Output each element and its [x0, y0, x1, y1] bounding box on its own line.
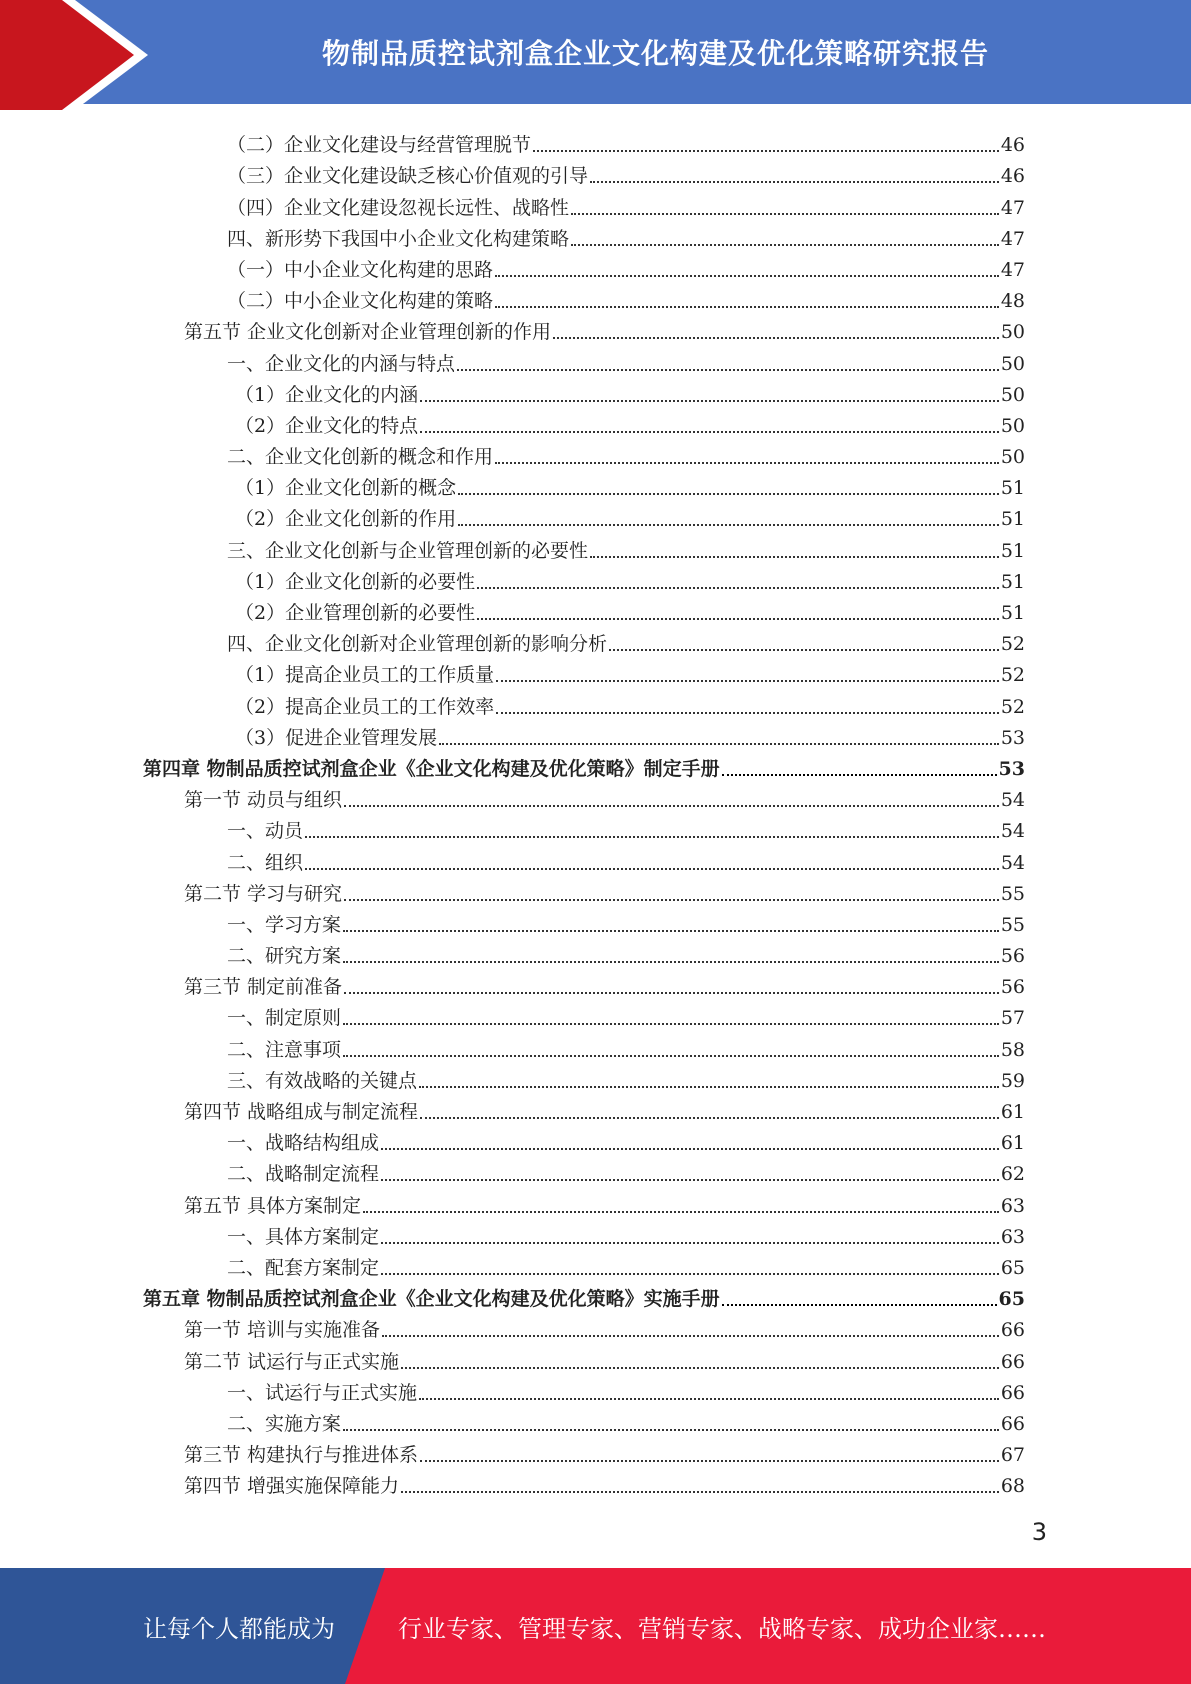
- page-number: 3: [1031, 1518, 1047, 1546]
- toc-entry-page: 50: [1000, 446, 1025, 469]
- toc-entry-page: 53: [998, 757, 1025, 780]
- toc-entry[interactable]: [143, 502, 1025, 533]
- toc-entry[interactable]: [143, 1469, 1025, 1500]
- toc-entry[interactable]: [143, 1001, 1025, 1032]
- toc-entry-title: 一、试运行与正式实施: [227, 1381, 418, 1404]
- toc-entry[interactable]: [143, 346, 1025, 377]
- toc-dot-leader: [381, 1148, 999, 1150]
- toc-entry[interactable]: [143, 378, 1025, 409]
- toc-entry-title: 四、新形势下我国中小企业文化构建策略: [227, 227, 570, 250]
- toc-dot-leader: [401, 1367, 999, 1369]
- toc-entry-page: 66: [1000, 1319, 1025, 1342]
- toc-entry-title: 第四章 物制品质控试剂盒企业《企业文化构建及优化策略》制定手册: [143, 757, 720, 780]
- toc-entry-page: 54: [1000, 851, 1025, 874]
- toc-dot-leader: [458, 524, 999, 526]
- table-of-contents: [143, 128, 1025, 1500]
- toc-dot-leader: [496, 680, 999, 682]
- toc-entry-page: 58: [1000, 1038, 1025, 1061]
- toc-entry-title: 第一节 动员与组织: [184, 789, 343, 812]
- toc-dot-leader: [381, 1179, 999, 1181]
- toc-entry-page: 50: [1000, 383, 1025, 406]
- toc-entry-title: 第四节 战略组成与制定流程: [184, 1101, 419, 1123]
- toc-entry[interactable]: [143, 1064, 1025, 1095]
- toc-dot-leader: [553, 337, 999, 339]
- report-title: 物制品质控试剂盒企业文化构建及优化策略研究报告: [321, 37, 989, 70]
- toc-entry-page: 61: [1000, 1132, 1025, 1155]
- toc-entry-page: 65: [1000, 1256, 1025, 1279]
- toc-dot-leader: [477, 618, 999, 620]
- toc-dot-leader: [533, 150, 999, 152]
- toc-entry-page: 55: [1000, 913, 1025, 936]
- toc-entry-title: 第二节 试运行与正式实施: [184, 1350, 400, 1373]
- toc-dot-leader: [343, 1023, 999, 1025]
- toc-entry-page: 47: [1000, 227, 1025, 250]
- toc-entry[interactable]: [143, 284, 1025, 315]
- toc-entry-title: 二、实施方案: [227, 1412, 342, 1435]
- toc-entry-page: 56: [1000, 945, 1025, 968]
- toc-entry[interactable]: [143, 1438, 1025, 1469]
- toc-entry[interactable]: [143, 908, 1025, 939]
- toc-entry[interactable]: [143, 1220, 1025, 1251]
- toc-entry-title: 四、企业文化创新对企业管理创新的影响分析: [227, 633, 608, 656]
- toc-entry-title: 一、企业文化的内涵与特点: [227, 352, 456, 375]
- toc-entry-title: 一、学习方案: [227, 913, 342, 936]
- toc-entry-title: 二、配套方案制定: [227, 1256, 380, 1279]
- toc-entry-title: （一）中小企业文化构建的思路: [227, 258, 494, 281]
- toc-entry[interactable]: [143, 440, 1025, 471]
- toc-entry[interactable]: [143, 689, 1025, 720]
- toc-entry-page: 46: [1000, 165, 1025, 188]
- toc-dot-leader: [590, 181, 999, 183]
- toc-dot-leader: [305, 868, 999, 870]
- toc-dot-leader: [495, 306, 999, 308]
- toc-entry[interactable]: [143, 970, 1025, 1001]
- toc-entry[interactable]: [143, 1188, 1025, 1219]
- toc-dot-leader: [495, 462, 999, 464]
- toc-entry[interactable]: [143, 159, 1025, 190]
- toc-entry-page: 53: [1000, 726, 1025, 749]
- toc-entry-title: 二、企业文化创新的概念和作用: [227, 446, 494, 469]
- toc-entry[interactable]: [143, 533, 1025, 564]
- toc-entry[interactable]: [143, 752, 1025, 783]
- toc-entry[interactable]: [143, 190, 1025, 221]
- toc-dot-leader: [343, 1055, 999, 1057]
- toc-entry-page: 50: [1000, 352, 1025, 375]
- toc-entry-title: （2）企业管理创新的必要性: [235, 602, 476, 624]
- toc-entry[interactable]: [143, 658, 1025, 689]
- toc-dot-leader: [363, 1211, 999, 1213]
- toc-entry[interactable]: [143, 315, 1025, 346]
- toc-dot-leader: [458, 493, 999, 495]
- toc-dot-leader: [420, 400, 999, 402]
- toc-entry-page: 55: [1000, 882, 1025, 905]
- toc-entry-title: 第二节 学习与研究: [184, 882, 343, 905]
- toc-entry-title: 二、研究方案: [227, 945, 342, 968]
- toc-entry-page: 47: [1000, 196, 1025, 219]
- toc-dot-leader: [571, 244, 999, 246]
- toc-entry-page: 62: [1000, 1163, 1025, 1186]
- toc-dot-leader: [722, 774, 997, 776]
- toc-entry-page: 51: [1000, 570, 1025, 593]
- toc-entry-title: 一、具体方案制定: [227, 1225, 380, 1248]
- toc-entry-title: （1）企业文化的内涵: [235, 383, 419, 406]
- toc-dot-leader: [609, 649, 999, 651]
- toc-dot-leader: [477, 587, 999, 589]
- toc-entry[interactable]: [143, 471, 1025, 502]
- toc-entry-title: 第五节 企业文化创新对企业管理创新的作用: [184, 321, 552, 344]
- toc-dot-leader: [419, 1086, 999, 1088]
- toc-entry[interactable]: [143, 1313, 1025, 1344]
- toc-entry[interactable]: [143, 1157, 1025, 1188]
- toc-entry-title: 三、企业文化创新与企业管理创新的必要性: [227, 539, 589, 562]
- toc-dot-leader: [722, 1304, 997, 1306]
- footer-slogan-left: 让每个人都能成为: [143, 1614, 335, 1643]
- toc-entry-page: 57: [1000, 1007, 1025, 1030]
- footer-slogan-right: 行业专家、管理专家、营销专家、战略专家、成功企业家……: [398, 1614, 1046, 1643]
- toc-dot-leader: [343, 1429, 999, 1431]
- toc-entry-title: （三）企业文化建设缺乏核心价值观的引导: [227, 165, 589, 188]
- toc-dot-leader: [343, 961, 999, 963]
- toc-entry-page: 48: [1000, 290, 1025, 313]
- toc-dot-leader: [420, 1460, 999, 1462]
- toc-entry-page: 66: [1000, 1412, 1025, 1435]
- toc-dot-leader: [382, 1335, 999, 1337]
- toc-entry-title: 一、制定原则: [227, 1007, 342, 1030]
- toc-dot-leader: [420, 431, 999, 433]
- toc-entry-page: 50: [1000, 414, 1025, 437]
- toc-entry[interactable]: [143, 222, 1025, 253]
- toc-entry-title: 一、动员: [227, 820, 304, 843]
- toc-entry[interactable]: [143, 253, 1025, 284]
- toc-dot-leader: [571, 213, 999, 215]
- toc-entry-title: （二）企业文化建设与经营管理脱节: [227, 134, 532, 157]
- toc-entry-title: （1）企业文化创新的概念: [235, 477, 457, 500]
- toc-entry[interactable]: [143, 1282, 1025, 1313]
- toc-entry[interactable]: [143, 814, 1025, 845]
- toc-entry-page: 68: [1000, 1475, 1025, 1498]
- toc-entry-title: （2）提高企业员工的工作效率: [235, 695, 495, 718]
- toc-dot-leader: [590, 556, 999, 558]
- toc-entry[interactable]: [143, 1407, 1025, 1438]
- toc-entry[interactable]: [143, 1376, 1025, 1407]
- toc-dot-leader: [495, 275, 999, 277]
- toc-entry-page: 47: [1000, 258, 1025, 281]
- toc-entry-title: 一、战略结构组成: [227, 1132, 380, 1155]
- page-footer: [0, 1568, 1191, 1684]
- toc-entry[interactable]: [143, 128, 1025, 159]
- toc-entry-page: 66: [1000, 1350, 1025, 1373]
- toc-entry-page: 66: [1000, 1381, 1025, 1404]
- toc-entry-page: 52: [1000, 664, 1025, 687]
- toc-entry-title: 二、组织: [227, 851, 304, 874]
- toc-entry-page: 51: [1000, 602, 1025, 624]
- toc-dot-leader: [381, 1242, 999, 1244]
- toc-dot-leader: [381, 1273, 999, 1275]
- toc-entry-page: 50: [1000, 321, 1025, 344]
- toc-entry-title: （二）中小企业文化构建的策略: [227, 290, 494, 313]
- toc-entry-title: （四）企业文化建设忽视长远性、战略性: [227, 196, 570, 219]
- toc-dot-leader: [344, 899, 999, 901]
- toc-dot-leader: [420, 1117, 999, 1119]
- toc-entry[interactable]: [143, 596, 1025, 627]
- toc-entry[interactable]: [143, 1032, 1025, 1063]
- toc-entry-page: 51: [1000, 477, 1025, 500]
- toc-dot-leader: [401, 1491, 999, 1493]
- toc-entry[interactable]: [143, 1126, 1025, 1157]
- toc-entry-title: 第四节 增强实施保障能力: [184, 1475, 400, 1498]
- toc-dot-leader: [496, 712, 999, 714]
- toc-entry-page: 52: [1000, 633, 1025, 656]
- toc-entry[interactable]: [143, 721, 1025, 752]
- toc-entry-title: （1）企业文化创新的必要性: [235, 570, 476, 593]
- page-header: [0, 0, 1191, 110]
- toc-entry-page: 59: [1000, 1069, 1025, 1092]
- toc-entry-page: 65: [998, 1288, 1025, 1311]
- toc-entry-title: （2）企业文化的特点: [235, 414, 419, 437]
- toc-dot-leader: [457, 369, 999, 371]
- toc-entry-title: 三、有效战略的关键点: [227, 1069, 418, 1092]
- toc-dot-leader: [343, 930, 999, 932]
- toc-entry-page: 51: [1000, 539, 1025, 562]
- toc-entry[interactable]: [143, 783, 1025, 814]
- toc-entry-page: 63: [1000, 1225, 1025, 1248]
- toc-entry-title: 二、注意事项: [227, 1038, 342, 1061]
- toc-dot-leader: [344, 805, 999, 807]
- toc-entry-page: 51: [1000, 508, 1025, 531]
- toc-entry[interactable]: [143, 1095, 1025, 1126]
- toc-dot-leader: [439, 743, 999, 745]
- toc-entry-page: 67: [1000, 1444, 1025, 1467]
- toc-entry[interactable]: [143, 565, 1025, 596]
- toc-entry[interactable]: [143, 939, 1025, 970]
- toc-entry[interactable]: [143, 1344, 1025, 1375]
- toc-entry-page: 54: [1000, 820, 1025, 843]
- toc-entry-title: （3）促进企业管理发展: [235, 726, 438, 749]
- toc-entry[interactable]: [143, 1251, 1025, 1282]
- toc-entry-page: 56: [1000, 976, 1025, 999]
- toc-entry-title: （1）提高企业员工的工作质量: [235, 664, 495, 687]
- toc-dot-leader: [305, 836, 999, 838]
- toc-entry-title: 第五章 物制品质控试剂盒企业《企业文化构建及优化策略》实施手册: [143, 1288, 720, 1311]
- toc-entry-page: 46: [1000, 134, 1025, 157]
- toc-dot-leader: [419, 1398, 999, 1400]
- toc-entry[interactable]: [143, 845, 1025, 876]
- toc-entry-page: 52: [1000, 695, 1025, 718]
- toc-dot-leader: [344, 992, 999, 994]
- toc-entry-page: 63: [1000, 1194, 1025, 1217]
- toc-entry-page: 54: [1000, 789, 1025, 812]
- toc-entry[interactable]: [143, 627, 1025, 658]
- toc-entry-title: 二、战略制定流程: [227, 1163, 380, 1186]
- toc-entry-title: 第三节 制定前准备: [184, 976, 343, 999]
- toc-entry-page: 61: [1000, 1101, 1025, 1123]
- toc-entry-title: 第一节 培训与实施准备: [184, 1319, 381, 1342]
- toc-entry-title: 第三节 构建执行与推进体系: [184, 1444, 419, 1467]
- toc-entry-title: （2）企业文化创新的作用: [235, 508, 457, 531]
- toc-entry[interactable]: [143, 409, 1025, 440]
- toc-entry-title: 第五节 具体方案制定: [184, 1194, 362, 1217]
- toc-entry[interactable]: [143, 877, 1025, 908]
